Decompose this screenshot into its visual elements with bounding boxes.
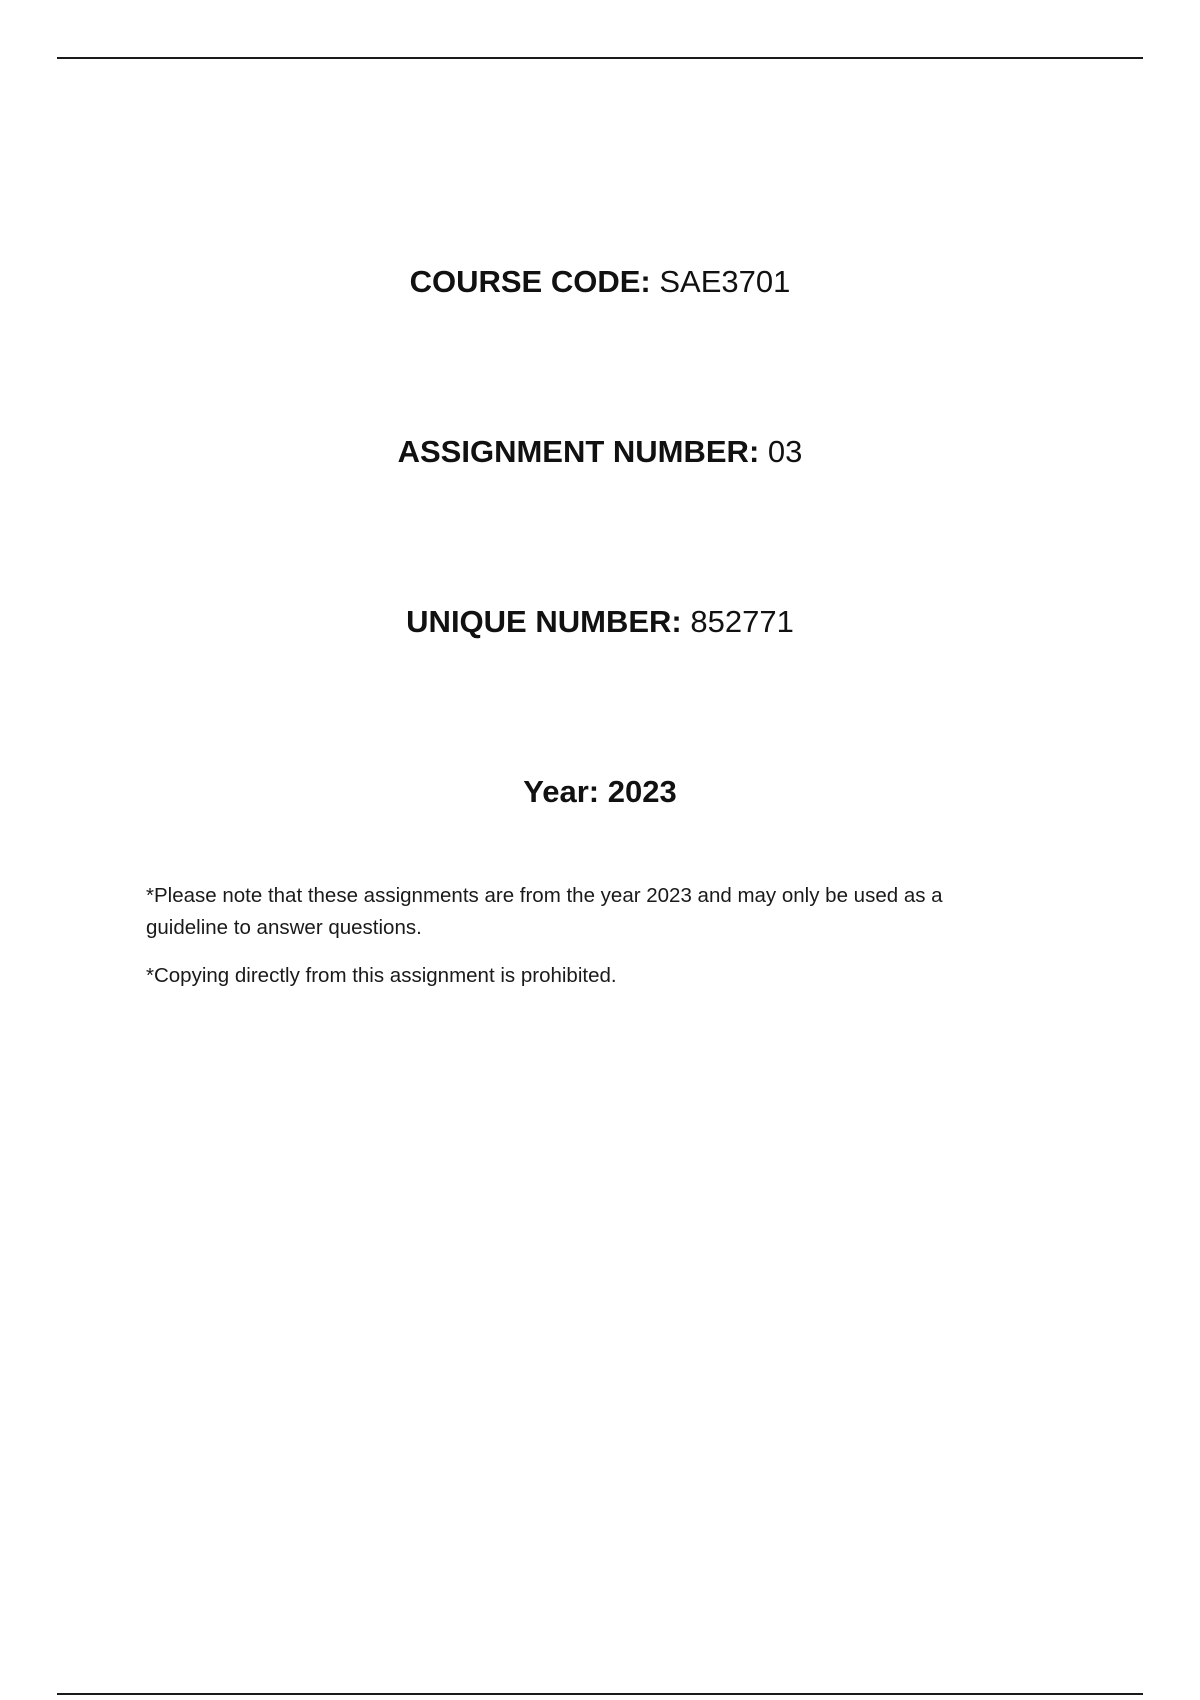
- copying-note: *Copying directly from this assignment is prohibited.: [146, 964, 617, 987]
- top-rule: [57, 57, 1143, 59]
- unique-number-value: 852771: [690, 604, 794, 639]
- year-label: Year:: [523, 774, 600, 809]
- assignment-number-label: ASSIGNMENT NUMBER:: [397, 434, 760, 469]
- course-code-line: [0, 262, 1200, 302]
- unique-number-line: [0, 602, 1200, 642]
- assignment-number-value: 03: [767, 434, 803, 469]
- year-value: 2023: [607, 774, 677, 809]
- usage-note: *Please note that these assignments are from the year 2023 and may only be used as a guideline to answer questions.: [146, 884, 943, 939]
- course-code-label: COURSE CODE:: [409, 264, 651, 299]
- bottom-rule: [57, 1693, 1143, 1695]
- unique-number-label: UNIQUE NUMBER:: [406, 604, 682, 639]
- course-code-value: SAE3701: [659, 264, 791, 299]
- year-line: [0, 772, 1200, 812]
- assignment-number-line: [0, 432, 1200, 472]
